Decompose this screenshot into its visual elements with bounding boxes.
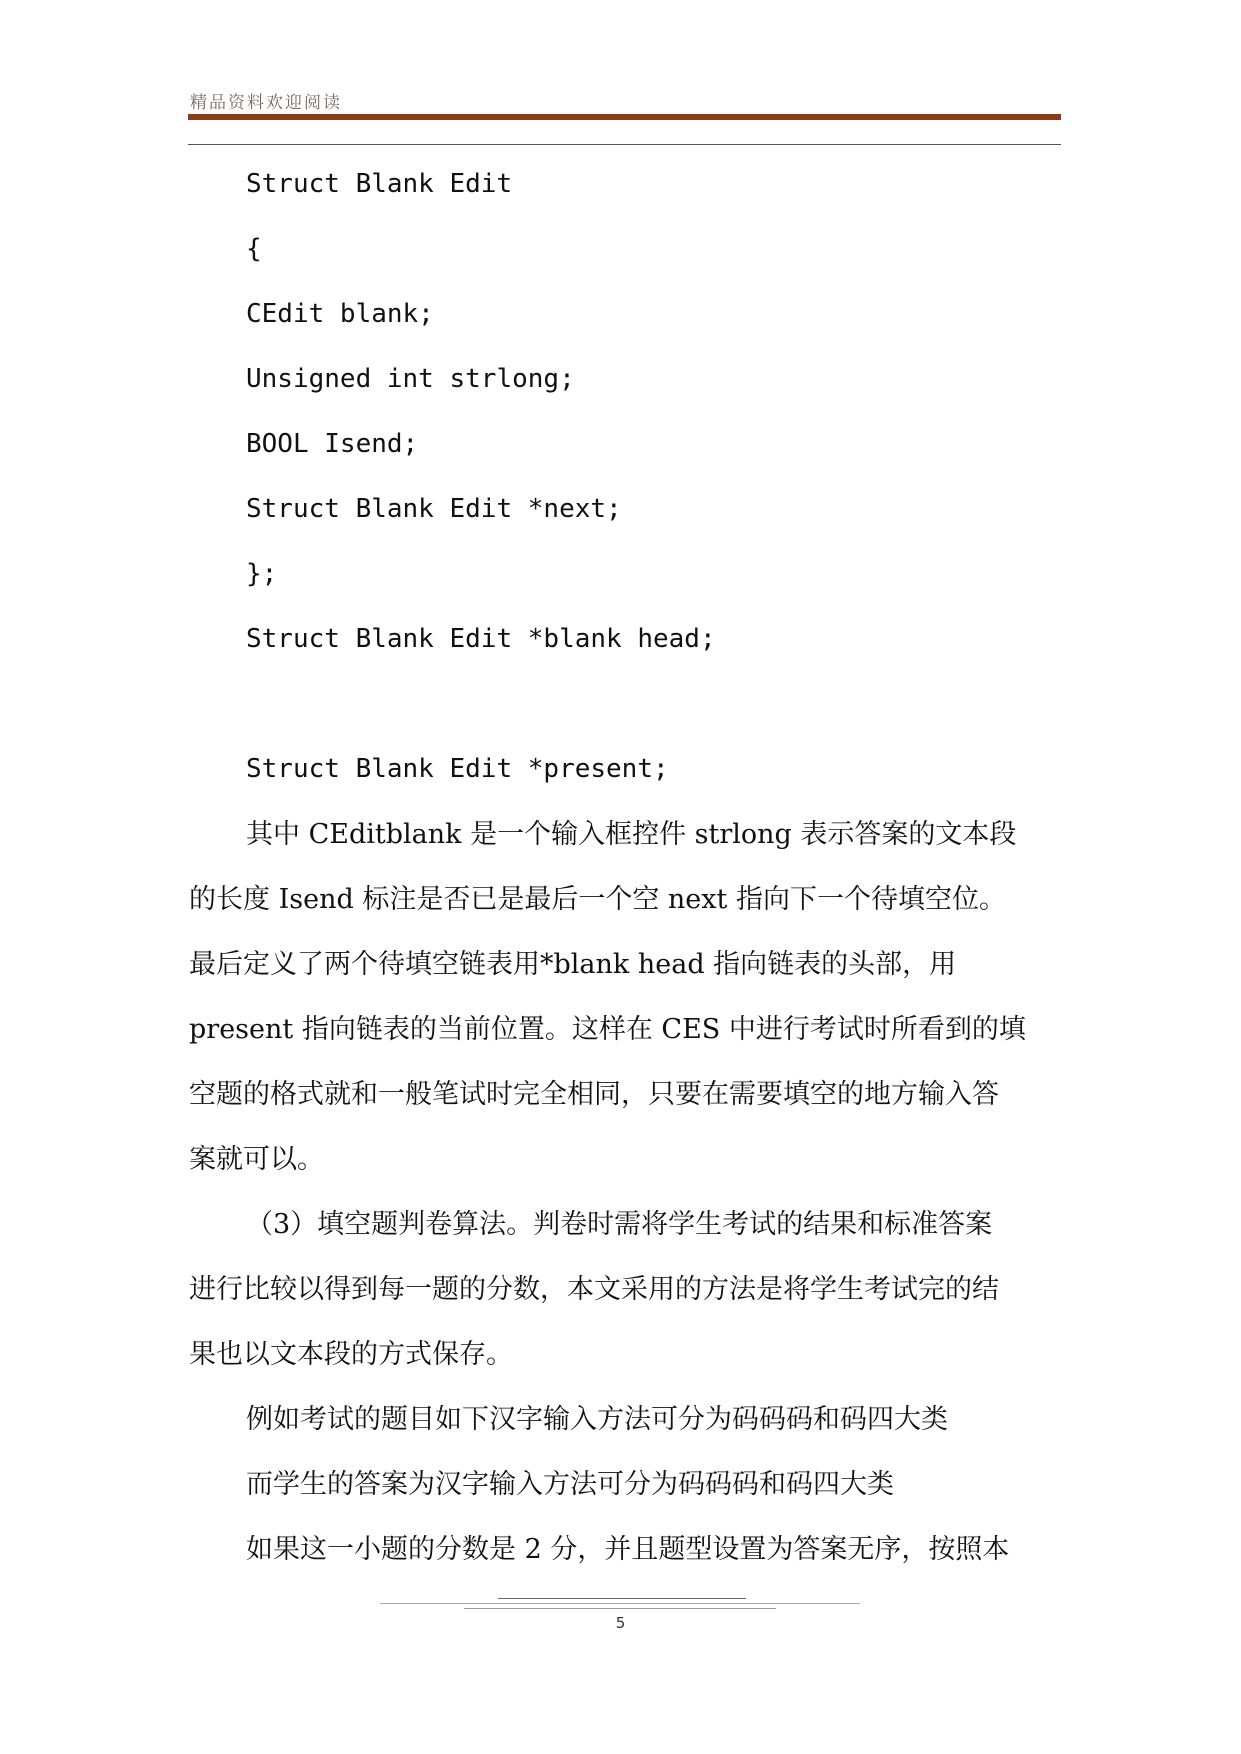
paragraph-line: 进行比较以得到每一题的分数，本文采用的方法是将学生考试完的结 [189, 1274, 999, 1305]
page-number: 5 [615, 1614, 626, 1632]
paragraph-line: 果也以文本段的方式保存。 [189, 1339, 513, 1370]
paragraph-line: 空题的格式就和一般笔试时完全相同，只要在需要填空的地方输入答 [189, 1079, 999, 1110]
code-line: }; [246, 559, 278, 589]
code-line: Unsigned int strlong; [246, 364, 575, 394]
page-header-title: 精品资料欢迎阅读 [190, 93, 342, 113]
code-line: Struct Blank Edit *next; [246, 494, 622, 524]
code-line: BOOL Isend; [246, 429, 419, 459]
paragraph-line: present 指向链表的当前位置。这样在 CES 中进行考试时所看到的填 [189, 1014, 1026, 1045]
code-line: Struct Blank Edit *present; [246, 754, 669, 784]
footer-rule-bottom [464, 1608, 776, 1609]
code-line: Struct Blank Edit *blank head; [246, 624, 716, 654]
header-rule-thick [188, 114, 1061, 120]
paragraph-line: 其中 CEditblank 是一个输入框控件 strlong 表示答案的文本段 [246, 819, 1017, 850]
paragraph-line: 案就可以。 [189, 1144, 324, 1175]
paragraph-line: 的长度 Isend 标注是否已是最后一个空 next 指向下一个待填空位。 [189, 884, 1006, 915]
footer-rule-middle [380, 1603, 860, 1604]
code-line: Struct Blank Edit [246, 169, 513, 199]
paragraph-line: 例如考试的题目如下汉字输入方法可分为码码码和码四大类 [246, 1404, 948, 1435]
header-rule-thin [188, 144, 1061, 145]
code-line: { [246, 234, 262, 264]
footer-rule-top [498, 1598, 746, 1599]
code-line: CEdit blank; [246, 299, 434, 329]
paragraph-line: 如果这一小题的分数是 2 分，并且题型设置为答案无序，按照本 [246, 1534, 1010, 1565]
paragraph-line: 而学生的答案为汉字输入方法可分为码码码和码四大类 [246, 1469, 894, 1500]
paragraph-line: （3）填空题判卷算法。判卷时需将学生考试的结果和标准答案 [246, 1209, 993, 1240]
paragraph-line: 最后定义了两个待填空链表用*blank head 指向链表的头部，用 [189, 949, 957, 980]
